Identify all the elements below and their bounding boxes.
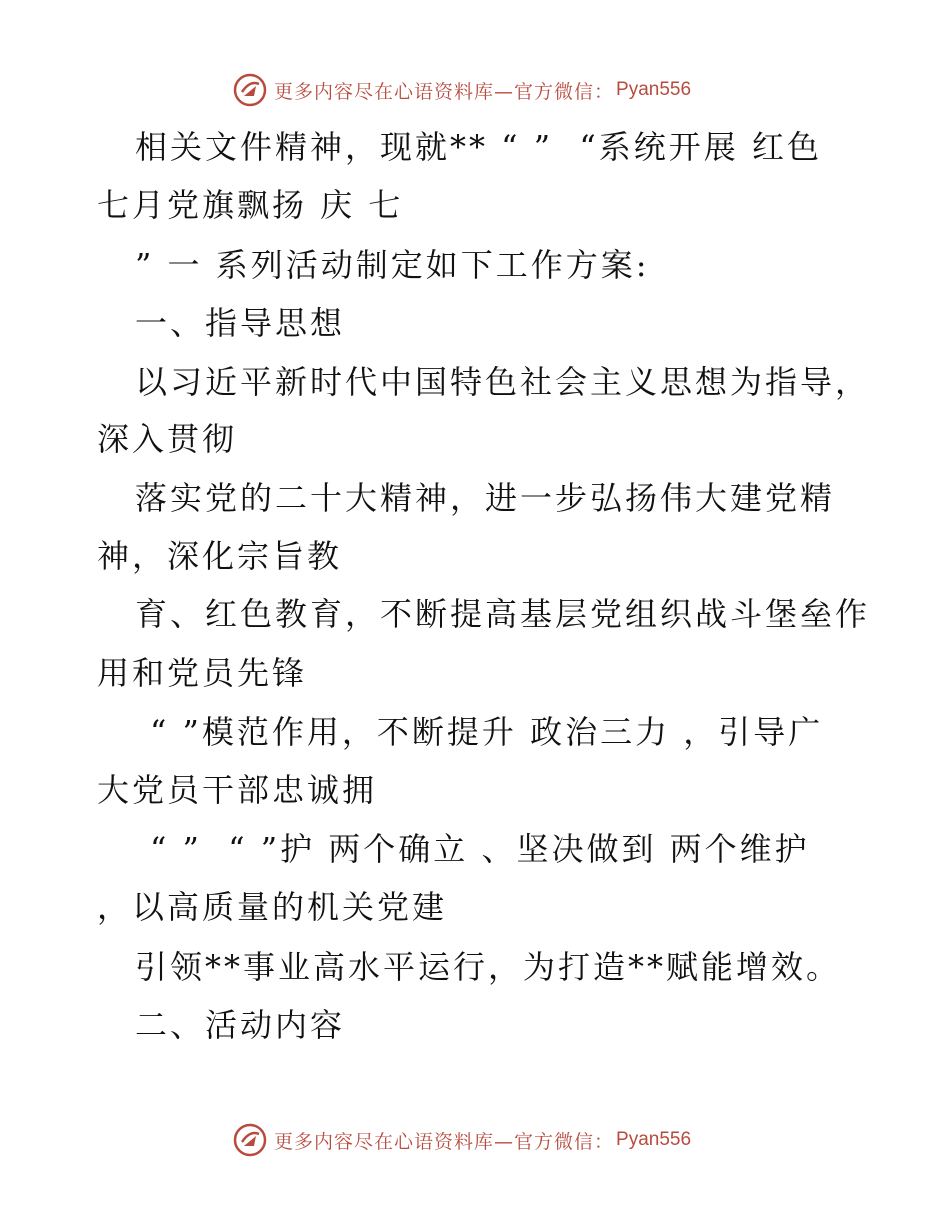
- text-line: 落实党的二十大精神，进一步弘扬伟大建党精: [135, 479, 836, 517]
- text-line: “ ” “ ”护 两个确立 、坚决做到 两个维护: [150, 830, 810, 868]
- text-line: 神，深化宗旨教: [97, 537, 343, 575]
- watermark-text: 更多内容尽在心语资料库—官方微信：: [274, 1130, 615, 1153]
- text-line: 大党员干部忠诚拥: [97, 771, 378, 809]
- text-line: 育、红色教育，不断提高基层党组织战斗堡垒作: [135, 595, 871, 633]
- footer-watermark: [232, 1120, 691, 1160]
- text-line: 相关文件精神，现就** “ ” “系统开展 红色: [135, 128, 822, 166]
- text-line: 用和党员先锋: [97, 654, 308, 692]
- brand-logo-icon: [232, 72, 268, 108]
- text-line: 深入贯彻: [97, 420, 238, 458]
- watermark-wechat-id: Pyan556: [616, 79, 692, 100]
- section-heading: 二、活动内容: [135, 1006, 346, 1044]
- text-line: ” 一 系列活动制定如下工作方案:: [135, 246, 650, 284]
- text-line: “ ”模范作用，不断提升 政治三力 ，引导广: [150, 713, 824, 751]
- section-heading: 一、指导思想: [135, 304, 346, 342]
- header-watermark: [232, 70, 691, 110]
- text-line: 引领**事业高水平运行，为打造**赋能增效。: [135, 948, 842, 986]
- text-line: 以习近平新时代中国特色社会主义思想为指导，: [135, 363, 871, 401]
- watermark-wechat-id: Pyan556: [616, 1129, 692, 1150]
- text-line: ，以高质量的机关党建: [97, 888, 448, 926]
- brand-logo-icon: [232, 1122, 268, 1158]
- watermark-text: 更多内容尽在心语资料库—官方微信：: [274, 80, 615, 103]
- text-line: 七月党旗飘扬 庆 七: [97, 186, 404, 224]
